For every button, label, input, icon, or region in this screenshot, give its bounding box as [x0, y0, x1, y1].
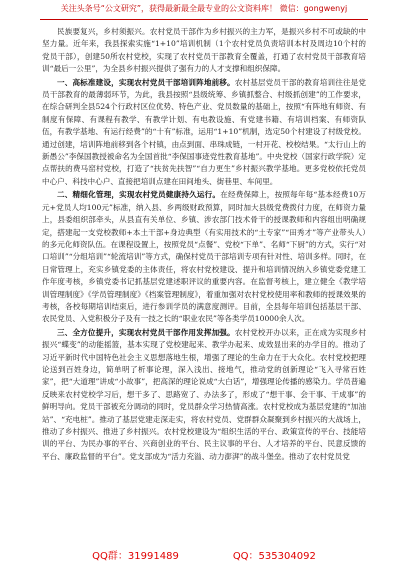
- paragraph-section-3: [42, 327, 366, 463]
- section-heading-3: 三、全方位提升，实现农村党员干部作用发挥加强。: [57, 327, 235, 337]
- document-body: [42, 26, 366, 546]
- section-heading-2: 二、精细化管理，实现农村党员健康持久运行。: [57, 190, 221, 200]
- paragraph-section-1: [42, 77, 366, 189]
- qq-group-label: QQ群：31991489: [92, 551, 179, 562]
- header-divider: [40, 19, 368, 20]
- footer-contact: [0, 548, 408, 568]
- section-heading-1: 一、高标准建设，实现农村党员干部培训阵地前移。: [57, 77, 235, 87]
- paragraph-text: 农村党校开办以来，正在成为实现乡村振兴“蝶变”的动能摇篮，基本实现了党校建起来、教学办起来、成效显出来的办学目的。推动了习近平新时代中国特色社会主义思想落地生根，增强了理论的生命力在于大众化。农村党校把理论送到百姓身边，简单明了析事论理，深入浅出、接地气，推动党的创新理论“飞入寻常百姓家”，把“大道理”讲成“小故事”，把高深的理论说成“大白话”，增强理论传播的感染力。学员普遍反映来农村党校学习后，想干多了、思路宽了、办法多了，形成了“想干事、会干事、干成事”的鲜明导向。党员干部被充分调动的同时，党员群众学习热情高涨。农村党校成为基层党建的“加油站”、“充电桩”。推动了基层党建走深走实，将农村党员、党群群众凝聚到乡村振兴的大战场上，推动了乡村振兴、推进了乡村振兴。农村党校建设为“组织生活的平台、政策宣传的平台、技能培训的平台、为民办事的平台、兴商创业的平台、民主议事的平台、人才培养的平台、民意反馈的平台、廉政监督的平台”。党支部成为“活力充溢、动力澎湃”的战斗堡垒。推动了农村党员党: [42, 327, 366, 461]
- paragraph-text: 在经费保障上，按照每年每“基本经费10万元+党员人均100元”标准，纳入县、乡两级财政预算，同时加大县级党费拨付力度，在师资力量上，县委组织部牵头，从县直有关单位、乡镇、涉农部门技术骨干的授课教师和内容组出明确规定，搭建起一支党校教师+本土干部+身边典型（有实用技术的“土专家”“田秀才”等产业带头人）的多元化师资队伍。在课程设置上，按照党员“点餐”、党校“下单”、名师“下厨”的方式，实行“对口培训”“分组培训”“轮流培训”等方式，确保村党员干部培训专项有针对性、培训多样。同时，在日常管理上，充实乡镇党委的主体责任，将农村党校建设、提升和培训情况纳入乡镇党委党建工作年度考核，乡镇党委书记抓基层党建述职评议的重要内容。在监督考核上，建立健全《教学培训管理制度》《学员管理制度》《档案管理制度》，着重加强对农村党校使用率和教师的授课效果的考核，各校每期培训结束后，进行参训学员的满意度测评。目前，全县每年培训包括基层干部、农民党员、入党积极分子及有一技之长的“职业农民”等各类学员10000余人次。: [42, 190, 366, 324]
- paragraph-section-2: [42, 189, 366, 325]
- qq-label: QQ：535304092: [232, 551, 316, 562]
- header-banner: 关注头条号“公文研究”，获得最新最全最专业的公文资料库！ 微信：gongwenyj: [60, 4, 348, 13]
- paragraph-text: 民族要复兴，乡村须振兴。农村党员干部作为乡村振兴的主力军，是振兴乡村不可或缺的中坚力量。近年来，我县探索实施“1+10”培训机制（1个农村党员负责培训本村及周边10个村的党员干部），创建50所农村党校，实现了农村党员干部教育全覆盖，打通了农村党员干部教育培训“最后一公里”，为全县乡村振兴提供了强有力的人才支撑和组织保障。: [42, 27, 366, 74]
- paragraph-text: 农村基层党员干部的教育培训往往是党员干部教育的最薄弱环节，为此，我县按照“县级统筹、乡镇抓整合、村级抓创建”的工作要求，在综合研判全县524个行政村区位优势、特色产业、党员数量的基础上，按照“有阵地有师资、有制度有保障、有课程有教学、有教学计划、有电教设施、有党建书籍、有培训档案、有师资队伍，有教学基地、有运行经费”的“十有”标准，运用“1+10”机制，选定50个村建设了村级党校。通过创建，培训阵地前移到各个村镇，由点到面、串珠成链，一村开花、校校结果。“太行山上的新愚公”李保国教授被命名为全国首批“李保国事迹党性教育基地”。中央党校（国家行政学院）定点帮扶的费马窑村党校，打造了“扶贫先扶智”“自力更生”乡村振兴教学基地。更多党校依托党员中心户、科技中心户、直接把培训点建在田间地头、街巷里、车间里。: [42, 77, 366, 186]
- paragraph-intro: [42, 26, 366, 76]
